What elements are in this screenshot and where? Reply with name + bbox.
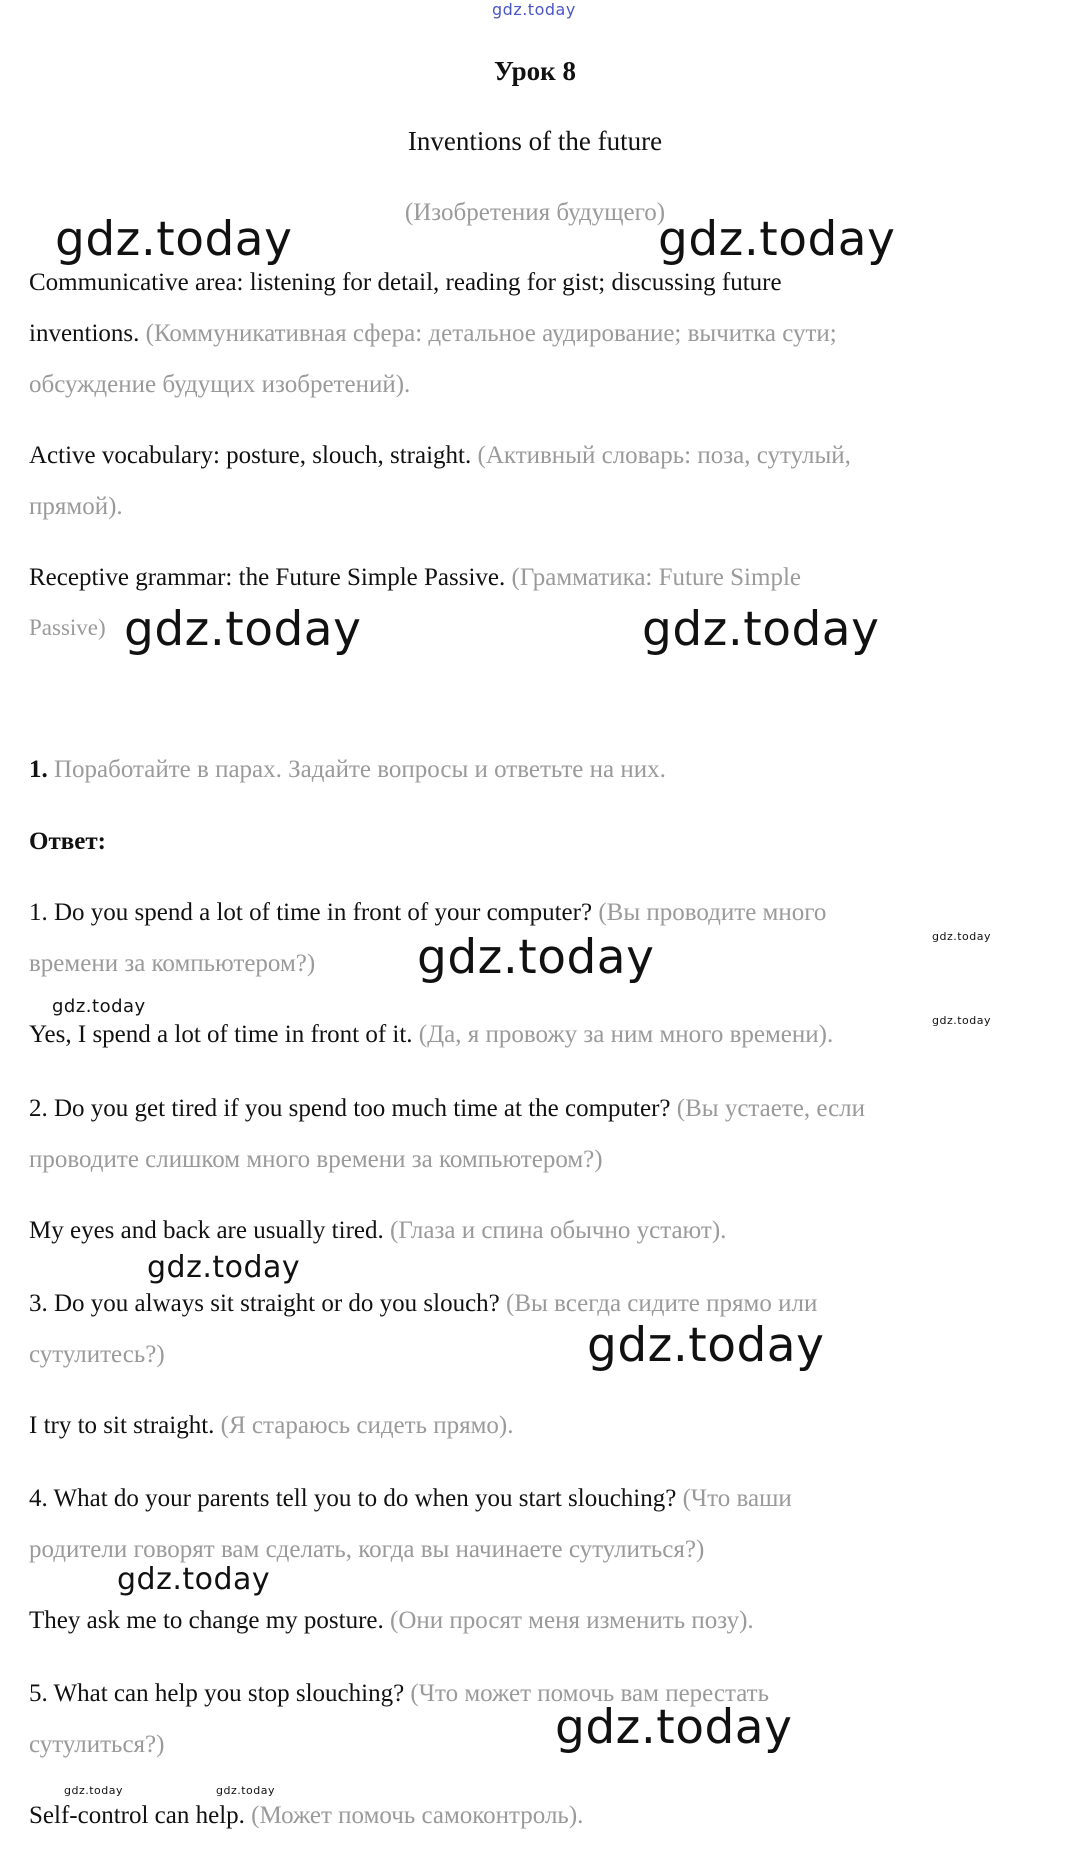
question-1-line-1 [29, 899, 826, 927]
communicative-area-english: inventions. [29, 320, 140, 347]
task-number: 1. [29, 756, 48, 783]
answer-2-russian: (Глаза и спина обычно устают). [390, 1217, 727, 1244]
watermark: gdz.today [55, 212, 293, 267]
question-5-russian: (Что может помочь вам перестать [410, 1680, 769, 1707]
watermark-small: gdz.today [64, 1784, 124, 1797]
communicative-area-russian-line-2: обсуждение будущих изобретений). [29, 371, 411, 398]
question-2-russian: (Вы устаете, если [676, 1095, 866, 1122]
answer-2-line [29, 1217, 726, 1245]
answer-5-line [29, 1802, 583, 1830]
topic-english: Inventions of the future [407, 126, 663, 156]
watermark: gdz.today [642, 602, 880, 657]
watermark: gdz.today [417, 930, 655, 985]
question-1-english: 1. Do you spend a lot of time in front of your computer? [29, 899, 593, 926]
topic-russian: (Изобретения будущего) [404, 199, 666, 226]
answer-5-russian: (Может помочь самоконтроль). [251, 1802, 584, 1829]
communicative-area-line-2 [29, 320, 837, 348]
question-4-russian: (Что ваши [682, 1485, 792, 1512]
answer-label: Ответ: [29, 828, 106, 855]
watermark: gdz.today [147, 1250, 301, 1285]
question-2-russian-line-2: проводите слишком много времени за компьютером?) [29, 1146, 603, 1173]
answer-3-english: I try to sit straight. [29, 1412, 215, 1439]
question-5-english: 5. What can help you stop slouching? [29, 1680, 405, 1707]
watermark-small: gdz.today [216, 1784, 276, 1797]
answer-5-english: Self-control can help. [29, 1802, 245, 1829]
watermark: gdz.today [587, 1318, 825, 1373]
watermark-small: gdz.today [932, 930, 992, 943]
question-3-russian-line-2: сутулитесь?) [29, 1341, 165, 1368]
communicative-area-russian: (Коммуникативная сфера: детальное аудирование; вычитка сути; [145, 320, 837, 347]
watermark: gdz.today [658, 212, 896, 267]
watermark: gdz.today [124, 602, 362, 657]
answer-4-russian: (Они просят меня изменить позу). [390, 1607, 754, 1634]
answer-4-english: They ask me to change my posture. [29, 1607, 384, 1634]
answer-4-line [29, 1607, 754, 1635]
receptive-grammar-english: Receptive grammar: the Future Simple Passive. [29, 564, 506, 591]
question-1-russian: (Вы проводите много [598, 899, 827, 926]
receptive-grammar-line-1 [29, 564, 801, 592]
active-vocabulary-english: Active vocabulary: posture, slouch, straight. [29, 442, 472, 469]
active-vocabulary-russian: (Активный словарь: поза, сутулый, [477, 442, 851, 469]
answer-1-russian: (Да, я провожу за ним много времени). [418, 1021, 834, 1048]
communicative-area-line-1: Communicative area: listening for detail, reading for gist; discussing future [29, 269, 782, 296]
question-3-russian: (Вы всегда сидите прямо или [506, 1290, 818, 1317]
active-vocabulary-russian-line-2: прямой). [29, 493, 123, 520]
question-2-english: 2. Do you get tired if you spend too much time at the computer? [29, 1095, 671, 1122]
answer-1-line [29, 1021, 833, 1049]
active-vocabulary-line-1 [29, 442, 851, 470]
site-header-watermark: gdz.today [492, 0, 576, 19]
question-1-russian-line-2: времени за компьютером?) [29, 950, 316, 977]
question-4-english: 4. What do your parents tell you to do when you start slouching? [29, 1485, 677, 1512]
question-2-line-1 [29, 1095, 865, 1123]
answer-2-english: My eyes and back are usually tired. [29, 1217, 384, 1244]
lesson-title: Урок 8 [494, 56, 576, 86]
question-4-russian-line-2: родители говорят вам сделать, когда вы начинаете сутулиться?) [29, 1536, 705, 1563]
question-5-russian-line-2: сутулиться?) [29, 1731, 165, 1758]
task-1-line [29, 756, 666, 784]
watermark: gdz.today [117, 1562, 271, 1597]
question-3-line-1 [29, 1290, 817, 1318]
question-3-english: 3. Do you always sit straight or do you slouch? [29, 1290, 500, 1317]
question-4-line-1 [29, 1485, 792, 1513]
watermark: gdz.today [555, 1700, 793, 1755]
answer-1-english: Yes, I spend a lot of time in front of it. [29, 1021, 413, 1048]
receptive-grammar-russian-line-2: Passive) [29, 615, 106, 640]
answer-3-line [29, 1412, 514, 1440]
watermark-small: gdz.today [52, 996, 146, 1017]
answer-3-russian: (Я стараюсь сидеть прямо). [220, 1412, 514, 1439]
receptive-grammar-russian: (Грамматика: Future Simple [511, 564, 801, 591]
task-instruction: Поработайте в парах. Задайте вопросы и ответьте на них. [54, 756, 666, 783]
watermark-small: gdz.today [932, 1014, 992, 1027]
